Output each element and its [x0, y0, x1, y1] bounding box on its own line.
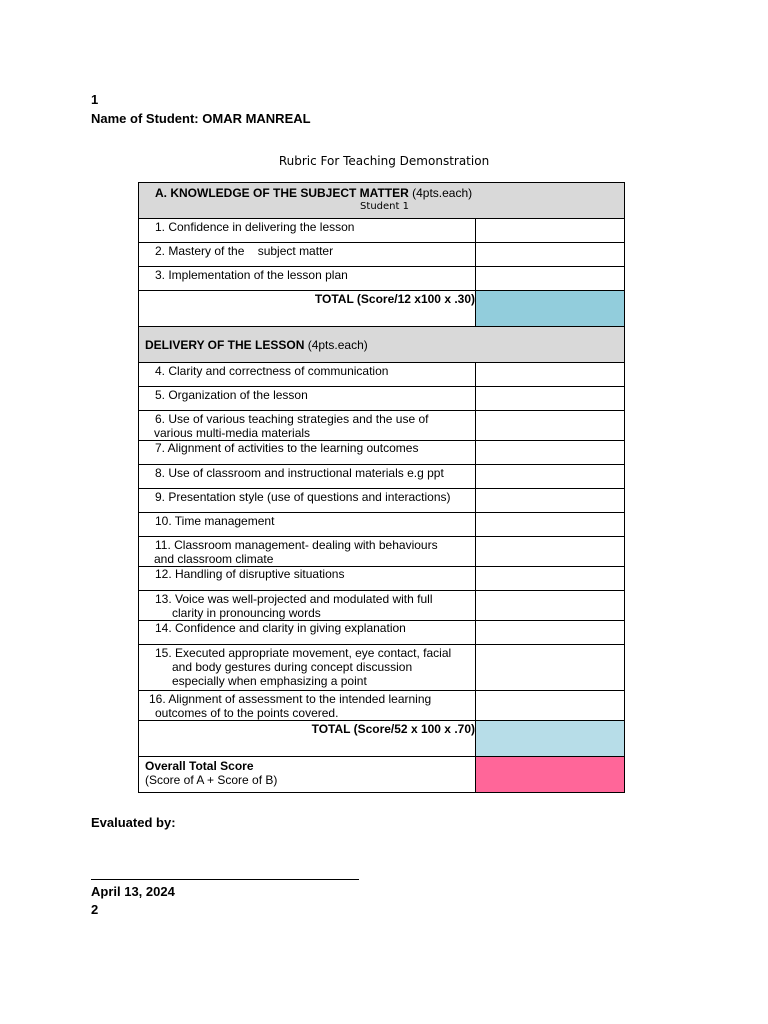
section-a-total-row	[139, 291, 625, 327]
criterion-label: 1. Confidence in delivering the lesson	[139, 219, 476, 243]
table-row	[139, 591, 625, 621]
table-row	[139, 243, 625, 267]
table-row	[139, 691, 625, 721]
rubric-title: Rubric For Teaching Demonstration	[278, 154, 490, 168]
criterion-line: 16. Alignment of assessment to the intended learning	[149, 692, 432, 706]
table-row	[139, 219, 625, 243]
criterion-label	[139, 537, 476, 567]
criterion-label: 14. Confidence and clarity in giving explanation	[139, 621, 476, 645]
section-b-total-label: TOTAL (Score/52 x 100 x .70)	[139, 721, 476, 757]
evaluated-by-label: Evaluated by:	[91, 815, 176, 830]
criterion-label	[139, 591, 476, 621]
score-cell[interactable]	[476, 691, 625, 721]
criterion-line: 11. Classroom management- dealing with behaviours	[155, 538, 438, 552]
score-cell[interactable]	[476, 489, 625, 513]
table-row	[139, 567, 625, 591]
section-a-title: A. KNOWLEDGE OF THE SUBJECT MATTER	[155, 186, 409, 200]
overall-total-label	[139, 757, 476, 793]
overall-title: Overall Total Score	[145, 759, 254, 773]
table-row	[139, 513, 625, 537]
score-cell[interactable]	[476, 591, 625, 621]
criterion-line: clarity in pronouncing words	[172, 606, 321, 620]
criterion-label	[139, 645, 476, 691]
score-cell[interactable]	[476, 465, 625, 489]
criterion-label: 9. Presentation style (use of questions and interactions)	[139, 489, 476, 513]
criterion-label: 2. Mastery of the subject matter	[139, 243, 476, 267]
overall-total-cell[interactable]	[476, 757, 625, 793]
table-row	[139, 465, 625, 489]
student-label: Name of Student:	[91, 111, 199, 126]
criterion-line: 15. Executed appropriate movement, eye contact, facial	[155, 646, 452, 660]
table-row	[139, 621, 625, 645]
score-cell[interactable]	[476, 267, 625, 291]
table-row	[139, 489, 625, 513]
section-a-points: (4pts.each)	[412, 186, 473, 200]
section-b-total-cell[interactable]	[476, 721, 625, 757]
criterion-label	[139, 691, 476, 721]
criterion-label: 3. Implementation of the lesson plan	[139, 267, 476, 291]
section-a-sublabel: Student 1	[360, 201, 409, 212]
overall-total-row	[139, 757, 625, 793]
score-cell[interactable]	[476, 219, 625, 243]
criterion-line: 6. Use of various teaching strategies and the use of	[155, 412, 429, 426]
evaluation-date: April 13, 2024	[91, 884, 175, 899]
criterion-label: 12. Handling of disruptive situations	[139, 567, 476, 591]
student-name-line	[91, 111, 311, 126]
table-row	[139, 411, 625, 441]
signature-line[interactable]	[91, 879, 359, 880]
score-cell[interactable]	[476, 645, 625, 691]
student-name: OMAR MANREAL	[202, 111, 311, 126]
criterion-line: especially when emphasizing a point	[172, 674, 367, 688]
criterion-line: 13. Voice was well-projected and modulated with full	[155, 592, 433, 606]
criterion-label: 10. Time management	[139, 513, 476, 537]
score-cell[interactable]	[476, 363, 625, 387]
score-cell[interactable]	[476, 513, 625, 537]
criterion-line: outcomes of to the points covered.	[155, 706, 339, 720]
score-cell[interactable]	[476, 411, 625, 441]
score-cell[interactable]	[476, 243, 625, 267]
section-b-title: DELIVERY OF THE LESSON	[145, 337, 305, 352]
score-cell[interactable]	[476, 621, 625, 645]
criterion-label	[139, 411, 476, 441]
criterion-line: and classroom climate	[154, 552, 274, 566]
section-a-header	[139, 183, 625, 219]
score-cell[interactable]	[476, 387, 625, 411]
page-number-bottom: 2	[91, 902, 99, 917]
section-b-total-row	[139, 721, 625, 757]
table-row	[139, 387, 625, 411]
section-b-header	[139, 327, 625, 363]
criterion-line: various multi-media materials	[154, 426, 311, 440]
criterion-label: 7. Alignment of activities to the learning outcomes	[139, 441, 476, 465]
criterion-label: 4. Clarity and correctness of communication	[139, 363, 476, 387]
section-a-total-label: TOTAL (Score/12 x100 x .30)	[139, 291, 476, 327]
score-cell[interactable]	[476, 441, 625, 465]
table-row	[139, 441, 625, 465]
criterion-label: 8. Use of classroom and instructional materials e.g ppt	[139, 465, 476, 489]
table-row	[139, 363, 625, 387]
page-number-top: 1	[91, 92, 99, 107]
section-b-points: (4pts.each)	[307, 337, 368, 352]
table-row	[139, 645, 625, 691]
score-cell[interactable]	[476, 537, 625, 567]
overall-subtitle: (Score of A + Score of B)	[145, 773, 278, 787]
criterion-line: and body gestures during concept discussion	[172, 660, 413, 674]
rubric-table	[138, 182, 625, 793]
section-a-total-cell[interactable]	[476, 291, 625, 327]
table-row	[139, 267, 625, 291]
score-cell[interactable]	[476, 567, 625, 591]
criterion-label: 5. Organization of the lesson	[139, 387, 476, 411]
table-row	[139, 537, 625, 567]
